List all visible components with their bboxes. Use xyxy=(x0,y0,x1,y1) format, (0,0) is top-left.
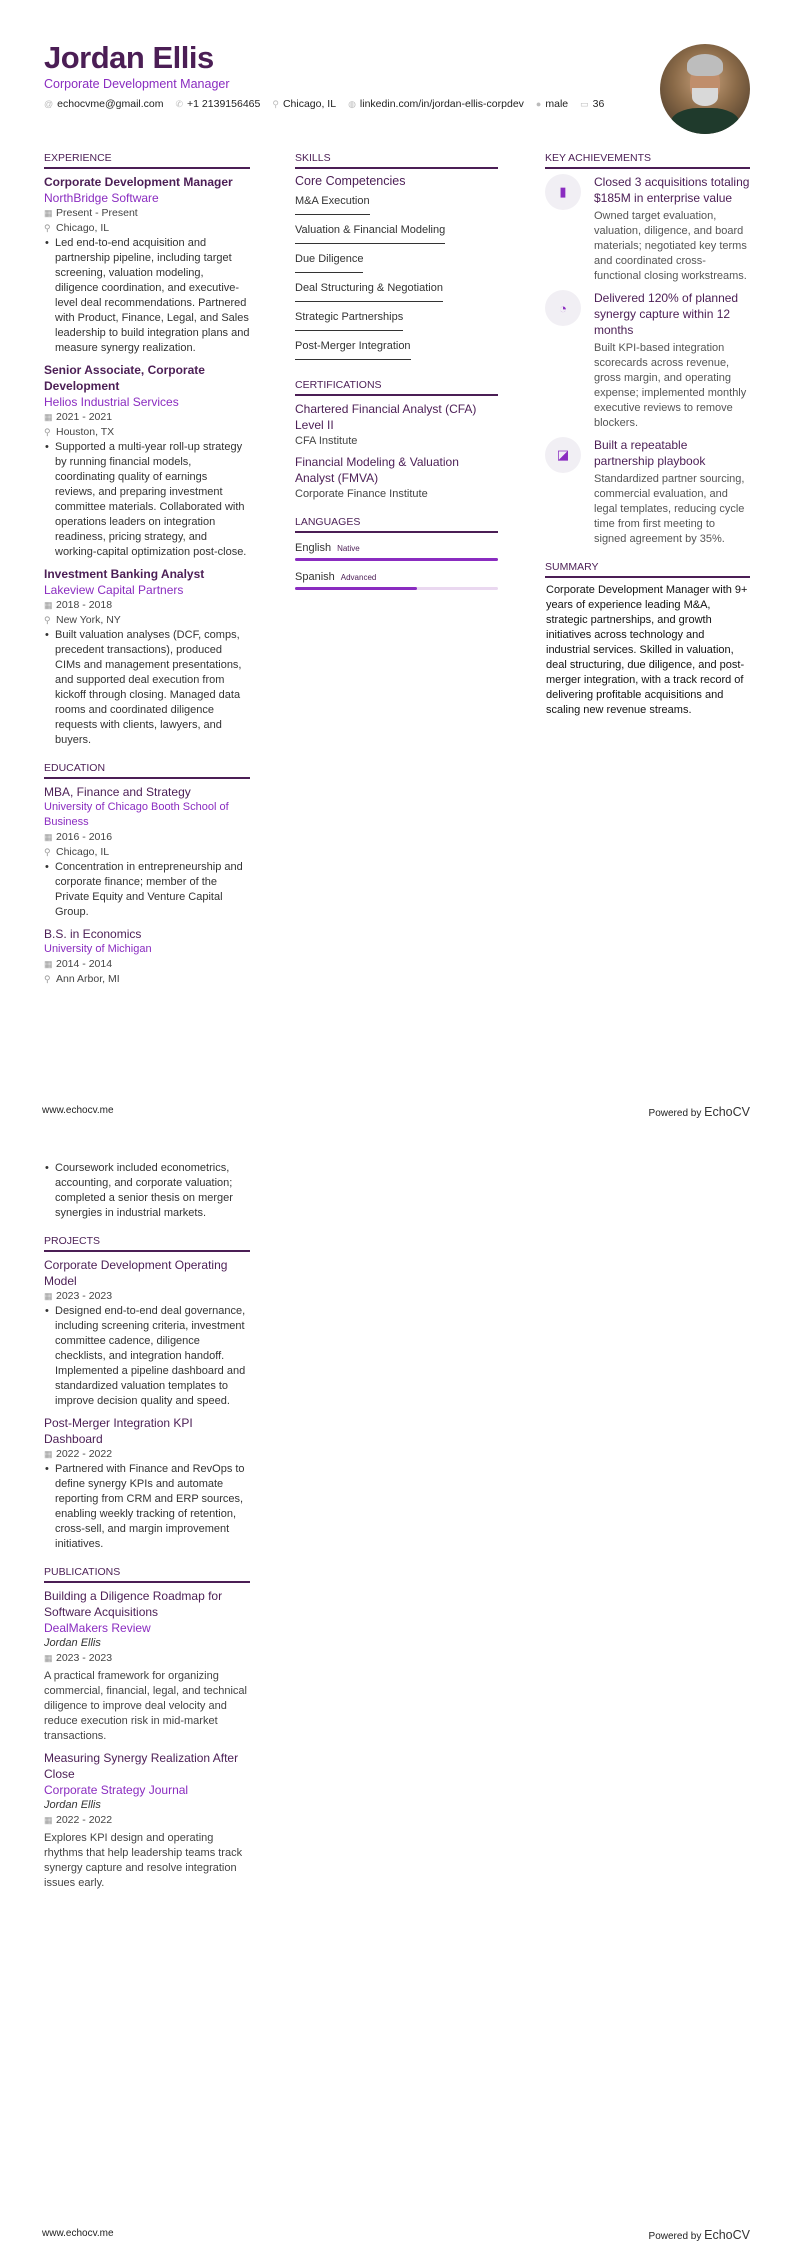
cert-name: Chartered Financial Analyst (CFA) Level II xyxy=(295,402,477,432)
dates: ▦ 2018 - 2018 xyxy=(44,599,113,611)
dates: ▦ 2022 - 2022 xyxy=(44,1448,113,1460)
experience-item xyxy=(44,566,250,748)
calendar-icon: ▦ xyxy=(44,1291,53,1301)
person-icon: ● xyxy=(535,99,542,109)
cert-issuer: CFA Institute xyxy=(295,435,358,447)
location-icon: ⚲ xyxy=(44,974,51,984)
location: ⚲ Ann Arbor, MI xyxy=(44,973,120,985)
skill-item: Valuation & Financial Modeling xyxy=(295,224,445,244)
contact-row xyxy=(44,98,604,110)
degree: B.S. in Economics xyxy=(44,927,142,941)
achievement-title: Built a repeatable partnership playbook xyxy=(594,438,706,468)
proficiency-bar xyxy=(295,587,498,590)
language-level: Advanced xyxy=(340,573,377,582)
publication-item xyxy=(44,1588,250,1744)
bullet: • Built valuation analyses (DCF, comps, precedent transactions), produced CIMs and management presentations, and supported deal execution from kickoff through closing. Managed data rooms and coordinated diligence requests with clients, lawyers, and buyers. xyxy=(44,628,250,748)
dates: ▦ 2014 - 2014 xyxy=(44,958,113,970)
skill-group: Core Competencies xyxy=(295,174,406,188)
bullet: • Partnered with Finance and RevOps to define synergy KPIs and automate reporting from CRM and ERP sources, enabling weekly tracking of retention, cross-sell, and margin improvement initiatives. xyxy=(44,1462,250,1552)
school: University of Michigan xyxy=(44,943,152,955)
profile-photo xyxy=(660,44,750,134)
dates: ▦ 2023 - 2023 xyxy=(44,1290,113,1302)
dates: ▦ 2022 - 2022 xyxy=(44,1814,113,1826)
bullet: • Concentration in entrepreneurship and corporate finance; member of the Private Equity and Venture Capital Group. xyxy=(44,860,250,920)
experience-section xyxy=(44,152,250,748)
education-section xyxy=(44,762,250,987)
location-icon: ⚲ xyxy=(272,99,279,109)
bullet: • Coursework included econometrics, accounting, and corporate valuation; completed a senior thesis on merger synergies in industrial markets. xyxy=(44,1161,250,1221)
achievement-title: Delivered 120% of planned synergy capture within 12 months xyxy=(594,291,739,337)
education-item xyxy=(44,926,250,987)
left-column xyxy=(44,152,250,1001)
footer-powered: Powered by EchoCV xyxy=(648,2228,750,2242)
dates: ▦ 2016 - 2016 xyxy=(44,831,113,843)
summary-section xyxy=(545,561,750,718)
at-icon: @ xyxy=(44,99,54,109)
publications-section xyxy=(44,1566,250,1891)
calendar-icon: ▭ xyxy=(580,99,589,109)
footer-powered: Powered by EchoCV xyxy=(648,1105,750,1119)
section-heading: EXPERIENCE xyxy=(44,152,250,169)
contact-location: ⚲ Chicago, IL xyxy=(272,98,337,110)
achievement-title: Closed 3 acquisitions totaling $185M in enterprise value xyxy=(594,175,750,205)
publication-item xyxy=(44,1750,250,1891)
skill-item: Deal Structuring & Negotiation xyxy=(295,282,443,302)
company: Helios Industrial Services xyxy=(44,395,179,409)
skill-item: Due Diligence xyxy=(295,253,363,273)
calendar-icon: ▦ xyxy=(44,959,53,969)
calendar-icon: ▦ xyxy=(44,1815,53,1825)
section-heading: EDUCATION xyxy=(44,762,250,779)
company: NorthBridge Software xyxy=(44,191,159,205)
section-heading: CERTIFICATIONS xyxy=(295,379,498,396)
publication-desc: A practical framework for organizing commercial, financial, legal, and technical diligence to improve deal velocity and reduce execution risk in mid-market transactions. xyxy=(44,1670,247,1742)
dates: ▦ 2023 - 2023 xyxy=(44,1652,113,1664)
company: Lakeview Capital Partners xyxy=(44,583,184,597)
section-heading: SKILLS xyxy=(295,152,498,169)
language-level: Native xyxy=(337,544,360,553)
location: ⚲ Chicago, IL xyxy=(44,846,110,858)
candidate-name: Jordan Ellis xyxy=(44,40,214,75)
brand-logo[interactable]: EchoCV xyxy=(704,1105,750,1119)
language-name: English xyxy=(295,542,332,554)
achievement-item xyxy=(545,290,750,431)
dates: ▦ 2021 - 2021 xyxy=(44,411,113,423)
calendar-icon: ▦ xyxy=(44,1449,53,1459)
language-name: Spanish xyxy=(295,571,335,583)
project-item xyxy=(44,1257,250,1409)
achievement-item xyxy=(545,174,750,284)
bullet: • Led end-to-end acquisition and partnership pipeline, including target screening, valuation modeling, diligence coordination, and executive-level deal recommendations. Partnered with Product, Finance, Legal, and Sales leadership to build integration plans and measure synergy realization. xyxy=(44,236,250,356)
experience-item xyxy=(44,362,250,560)
middle-column xyxy=(295,152,498,604)
experience-item xyxy=(44,174,250,356)
location-icon: ⚲ xyxy=(44,223,51,233)
location: ⚲ New York, NY xyxy=(44,614,121,626)
resume-page-2 xyxy=(0,1123,794,2246)
location-icon: ⚲ xyxy=(44,615,51,625)
contact-gender: ● male xyxy=(535,98,569,110)
languages-section xyxy=(295,516,498,590)
certifications-section xyxy=(295,379,498,502)
calendar-icon: ▦ xyxy=(44,1653,53,1663)
author: Jordan Ellis xyxy=(44,1637,101,1649)
achievement-desc: Standardized partner sourcing, commercial evaluation, and legal templates, reducing cycle time from first meeting to signed agreement by 35%. xyxy=(594,473,745,545)
author: Jordan Ellis xyxy=(44,1799,101,1811)
publication-title: Measuring Synergy Realization After Close xyxy=(44,1751,239,1781)
bookmark-icon: ◪ xyxy=(545,437,581,473)
achievement-desc: Built KPI-based integration scorecards across revenue, gross margin, and operating expense; implemented monthly executive reviews to remove blockers. xyxy=(594,342,747,429)
language-item xyxy=(295,567,498,590)
globe-icon: ◍ xyxy=(348,99,356,109)
calendar-icon: ▦ xyxy=(44,832,53,842)
project-title: Corporate Development Operating Model xyxy=(44,1258,228,1288)
calendar-icon: ▦ xyxy=(44,208,53,218)
footer-site[interactable]: www.echocv.me xyxy=(42,2228,114,2239)
right-column xyxy=(545,152,750,732)
contact-email[interactable]: @ echocvme@gmail.com xyxy=(44,98,164,110)
projects-section xyxy=(44,1235,250,1552)
clock-icon: ◔ xyxy=(545,290,581,326)
school: University of Chicago Booth School of Business xyxy=(44,801,229,828)
footer-site[interactable]: www.echocv.me xyxy=(42,1105,114,1116)
achievements-section xyxy=(545,152,750,547)
bullet: • Supported a multi-year roll-up strategy by running financial models, coordinating quality of earnings reviews, and preparing investment committee materials. Collaborated with operations leaders on integration readiness, pricing strategy, and working-capital optimization post-close. xyxy=(44,440,250,560)
project-item xyxy=(44,1415,250,1552)
section-heading: KEY ACHIEVEMENTS xyxy=(545,152,750,169)
location: ⚲ Houston, TX xyxy=(44,426,115,438)
publisher: DealMakers Review xyxy=(44,1621,151,1635)
section-heading: PROJECTS xyxy=(44,1235,250,1252)
brand-logo[interactable]: EchoCV xyxy=(704,2228,750,2242)
proficiency-bar xyxy=(295,558,498,561)
candidate-title: Corporate Development Manager xyxy=(44,77,230,91)
skill-item: Strategic Partnerships xyxy=(295,311,403,331)
location-icon: ⚲ xyxy=(44,427,51,437)
location: ⚲ Chicago, IL xyxy=(44,222,110,234)
skill-item: Post-Merger Integration xyxy=(295,340,411,360)
document-icon: ▮ xyxy=(545,174,581,210)
cert-name: Financial Modeling & Valuation Analyst (FMVA) xyxy=(295,455,459,485)
bullet: • Designed end-to-end deal governance, including screening criteria, investment committee cadence, diligence checklists, and integration handoff. Implemented a pipeline dashboard and standardized valuation templates to improve decision quality and speed. xyxy=(44,1304,250,1409)
contact-linkedin[interactable]: ◍ linkedin.com/in/jordan-ellis-corpdev xyxy=(348,98,524,110)
job-title: Senior Associate, Corporate Development xyxy=(44,363,205,393)
publisher: Corporate Strategy Journal xyxy=(44,1783,189,1797)
phone-icon: ✆ xyxy=(175,99,184,109)
publication-desc: Explores KPI design and operating rhythms that help leadership teams track synergy capture and resolve integration issues early. xyxy=(44,1832,243,1889)
achievement-item xyxy=(545,437,750,547)
skills-section xyxy=(295,152,498,365)
location-icon: ⚲ xyxy=(44,847,51,857)
degree: MBA, Finance and Strategy xyxy=(44,785,191,799)
left-column xyxy=(44,1161,250,1905)
dates: ▦ Present - Present xyxy=(44,207,138,219)
section-heading: LANGUAGES xyxy=(295,516,498,533)
cert-issuer: Corporate Finance Institute xyxy=(295,488,428,500)
language-item xyxy=(295,538,498,561)
calendar-icon: ▦ xyxy=(44,600,53,610)
contact-age: ▭ 36 xyxy=(580,98,605,110)
project-title: Post-Merger Integration KPI Dashboard xyxy=(44,1416,193,1446)
section-heading: SUMMARY xyxy=(545,561,750,578)
job-title: Corporate Development Manager xyxy=(44,175,233,189)
contact-phone[interactable]: ✆ +1 2139156465 xyxy=(175,98,261,110)
achievement-desc: Owned target evaluation, valuation, diligence, and board materials; negotiated key terms and coordinated cross-functional closing workstreams. xyxy=(594,210,747,282)
education-item xyxy=(44,784,250,920)
job-title: Investment Banking Analyst xyxy=(44,567,205,581)
summary-text: Corporate Development Manager with 9+ years of experience leading M&A, strategic partnerships, and growth initiatives across technology and industrial services. Skilled in valuation, deal structuring, due diligence, and post-merger integration, with a track record of delivering profitable acquisitions and scaling new revenue streams. xyxy=(546,584,748,716)
skill-item: M&A Execution xyxy=(295,195,370,215)
publication-title: Building a Diligence Roadmap for Software Acquisitions xyxy=(44,1589,223,1619)
section-heading: PUBLICATIONS xyxy=(44,1566,250,1583)
calendar-icon: ▦ xyxy=(44,412,53,422)
